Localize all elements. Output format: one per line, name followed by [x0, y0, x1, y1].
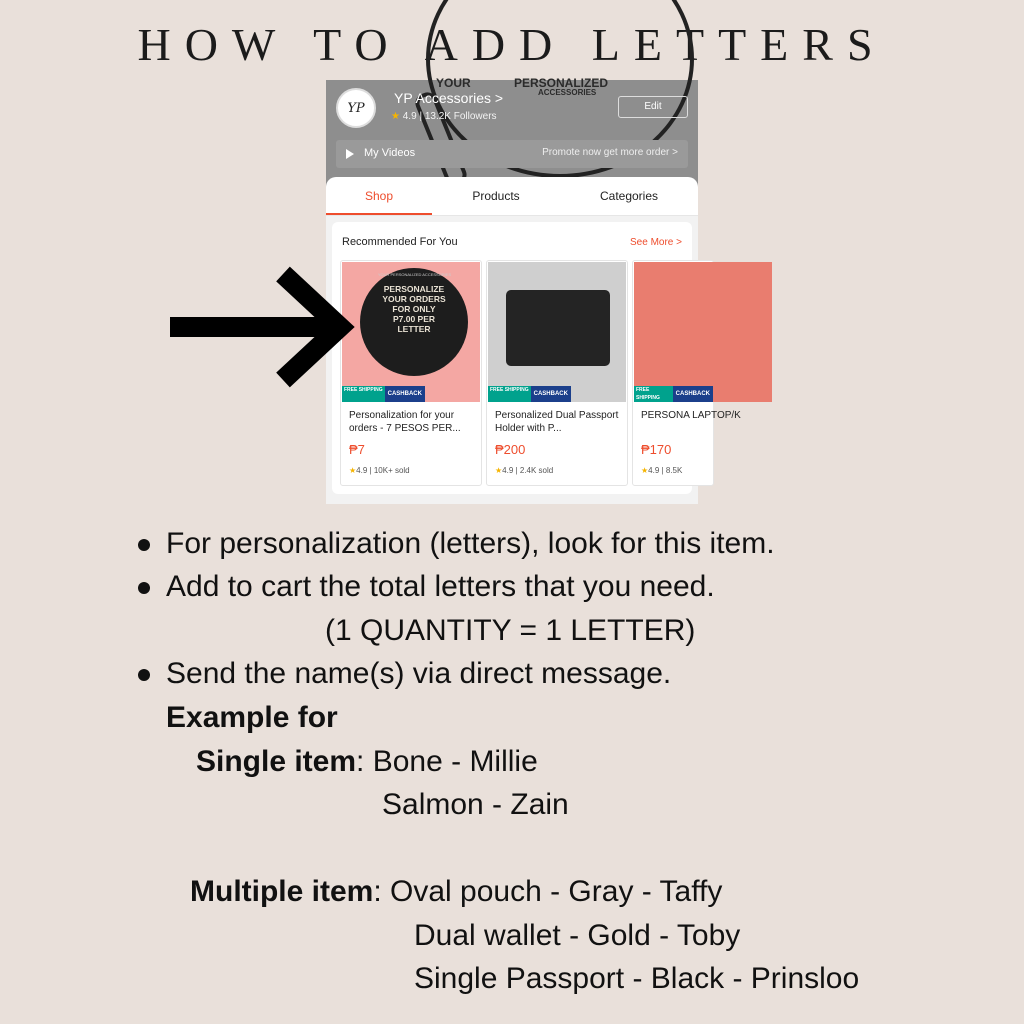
bullet-icon — [138, 539, 150, 551]
star-icon: ★ — [391, 111, 400, 122]
product-rating: ★4.9 | 10K+ sold — [349, 466, 410, 475]
shop-logo-avatar[interactable]: YP — [336, 88, 376, 128]
quantity-note: (1 QUANTITY = 1 LETTER) — [325, 614, 696, 647]
multiple-example-3: Single Passport - Black - Prinsloo — [414, 962, 860, 995]
multiple-example-1: : Oval pouch - Gray - Taffy — [373, 875, 723, 908]
rating-value: 4.9 — [502, 466, 514, 475]
bullet-icon — [138, 582, 150, 594]
followers-count: 13.2K Followers — [424, 111, 497, 122]
shop-rating: 4.9 — [402, 111, 417, 122]
cashback-label: CASHBACK — [673, 386, 713, 402]
instruction-3: Send the name(s) via direct message. — [166, 657, 672, 690]
sold-count: 10K+ sold — [373, 466, 410, 475]
tab-products[interactable]: Products — [472, 189, 520, 203]
promo-line: LETTER — [397, 324, 431, 334]
single-example — [196, 745, 538, 779]
cashback-label: CASHBACK — [385, 386, 425, 402]
promo-line: FOR ONLY — [392, 304, 436, 314]
multiple-example — [190, 875, 722, 909]
banner-text: YOUR — [436, 76, 471, 90]
product-name: Personalization for your orders - 7 PESOS PER... — [349, 410, 461, 434]
tab-categories[interactable]: Categories — [599, 189, 659, 203]
promote-link[interactable]: Promote now get more order > — [542, 147, 678, 158]
example-heading: Example for — [166, 701, 338, 734]
product-price: ₱7 — [349, 442, 365, 457]
shop-name-link[interactable]: YP Accessories > — [394, 90, 504, 106]
free-shipping-label: FREE SHIPPING — [634, 386, 673, 402]
single-example-1: : Bone - Millie — [356, 745, 538, 778]
promo-line: P7.00 PER — [392, 314, 436, 324]
product-price: ₱200 — [495, 442, 526, 457]
product-name: Personalized Dual Passport Holder with P... — [495, 410, 619, 434]
star-icon: ★ — [495, 466, 503, 475]
single-label: Single item — [196, 745, 357, 778]
rating-value: 4.9 — [648, 466, 660, 475]
instruction-1: For personalization (letters), look for this item. — [166, 527, 775, 560]
multiple-example-2: Dual wallet - Gold - Toby — [414, 919, 741, 952]
see-more-link[interactable]: See More > — [630, 237, 682, 248]
product-rating: ★4.9 | 2.4K sold — [495, 466, 554, 475]
single-example-2: Salmon - Zain — [382, 788, 569, 821]
banner-text: PERSONALIZED — [514, 76, 609, 90]
bullet-icon — [138, 669, 150, 681]
product-price: ₱170 — [641, 442, 672, 457]
recommended-title: Recommended For You — [342, 236, 458, 248]
multiple-label: Multiple item — [190, 875, 374, 908]
free-shipping-label: FREE SHIPPING — [488, 386, 531, 402]
page-title: HOW TO ADD LETTERS — [137, 19, 887, 70]
star-icon: ★ — [641, 466, 649, 475]
promo-line: YOUR ORDERS — [382, 294, 446, 304]
promo-line: PERSONALIZE — [383, 284, 445, 294]
promo-small-text: YOUR PERSONALIZED ACCESSORIES — [377, 272, 452, 277]
sold-count: 8.5K — [665, 466, 683, 475]
product-rating: ★4.9 | 8.5K — [641, 466, 683, 475]
divider: | — [419, 111, 425, 122]
sold-count: 2.4K sold — [519, 466, 554, 475]
tab-shop[interactable]: Shop — [364, 189, 394, 203]
star-icon: ★ — [349, 466, 357, 475]
free-shipping-label: FREE SHIPPING — [342, 386, 385, 402]
rating-value: 4.9 — [356, 466, 368, 475]
instruction-2: Add to cart the total letters that you need. — [166, 570, 715, 603]
banner-text: ACCESSORIES — [538, 88, 597, 97]
my-videos-label: My Videos — [364, 147, 416, 159]
product-name: PERSONA LAPTOP/K — [641, 410, 741, 421]
cashback-label: CASHBACK — [531, 386, 571, 402]
edit-button[interactable]: Edit — [618, 96, 688, 118]
